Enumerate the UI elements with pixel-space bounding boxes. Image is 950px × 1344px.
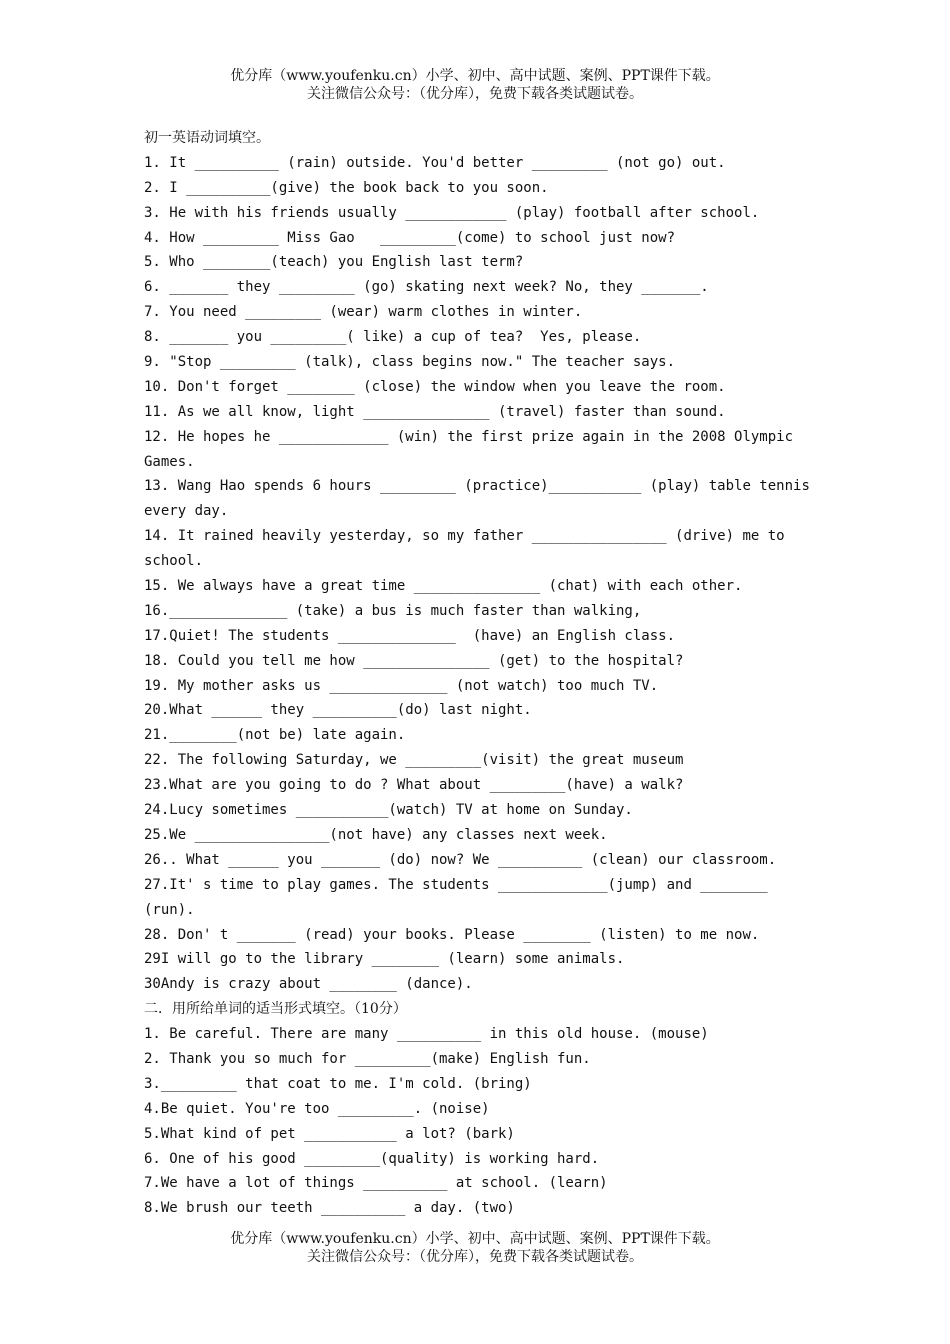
exercise-line: 3._________ that coat to me. I'm cold. (bring) [144,1075,532,1092]
exercise-line: 4.Be quiet. You're too _________. (noise) [144,1100,490,1117]
exercise-line: 25.We ________________(not have) any classes next week. [144,826,608,843]
exercise-line: Games. [144,453,195,470]
exercise-line: 12. He hopes he _____________ (win) the first prize again in the 2008 Olympic [144,428,794,445]
exercise-line: 16.______________ (take) a bus is much faster than walking, [144,602,642,619]
page-footer [0,1230,950,1266]
footer-line-1: 优分库（www.youfenku.cn）小学、初中、高中试题、案例、PPT课件下载。 [230,1231,720,1247]
exercise-line: 23.What are you going to do ? What about _________(have) a walk? [144,777,684,794]
exercise-line: 19. My mother asks us ______________ (not watch) too much TV. [144,677,659,694]
exercise-line: 18. Could you tell me how _______________ (get) to the hospital? [144,652,684,669]
exercise-line: 8. _______ you _________( like) a cup of tea? Yes, please. [144,329,642,346]
exercise-line: 28. Don' t _______ (read) your books. Please ________ (listen) to me now. [144,926,760,943]
exercise-line: 30Andy is crazy about ________ (dance). [144,976,473,993]
exercise-line: 14. It rained heavily yesterday, so my father ________________ (drive) me to [144,528,785,545]
exercise-line: 6. One of his good _________(quality) is working hard. [144,1150,600,1167]
section-2-title: 二．用所给单词的适当形式填空。（10分） [144,1001,407,1018]
page-header [0,67,950,103]
exercise-line: 4. How _________ Miss Gao _________(come) to school just now? [144,229,676,246]
exercise-line: 7.We have a lot of things __________ at school. (learn) [144,1175,608,1192]
exercise-content [144,126,808,1221]
exercise-line: 11. As we all know, light _______________ (travel) faster than sound. [144,403,726,420]
section-1-title: 初一英语动词填空。 [144,130,270,146]
exercise-line: 10. Don't forget ________ (close) the window when you leave the room. [144,378,726,395]
exercise-line: 26.. What ______ you _______ (do) now? We __________ (clean) our classroom. [144,851,777,868]
exercise-line: 5. Who ________(teach) you English last term? [144,254,524,271]
exercise-line: 17.Quiet! The students ______________ (have) an English class. [144,627,676,644]
exercise-line: 6. _______ they _________ (go) skating next week? No, they _______. [144,279,709,296]
exercise-line: 1. It __________ (rain) outside. You'd better _________ (not go) out. [144,154,726,171]
exercise-line: 24.Lucy sometimes ___________(watch) TV at home on Sunday. [144,802,633,819]
exercise-line: 27.It' s time to play games. The students _____________(jump) and ________ [144,876,768,893]
exercise-line: 13. Wang Hao spends 6 hours _________ (practice)___________ (play) table tennis [144,478,810,495]
exercise-line: 7. You need _________ (wear) warm clothes in winter. [144,304,583,321]
exercise-line: 1. Be careful. There are many __________ in this old house. (mouse) [144,1026,709,1043]
exercise-line: 8.We brush our teeth __________ a day. (two) [144,1200,515,1217]
exercise-line: 3. He with his friends usually ____________ (play) football after school. [144,204,760,221]
exercise-line: 9. "Stop _________ (talk), class begins now." The teacher says. [144,354,676,371]
header-line-1: 优分库（www.youfenku.cn）小学、初中、高中试题、案例、PPT课件下载。 [230,68,720,84]
exercise-line: every day. [144,503,229,520]
exercise-line: 2. I __________(give) the book back to you soon. [144,179,549,196]
exercise-line: 5.What kind of pet ___________ a lot? (bark) [144,1125,515,1142]
exercise-line: 20.What ______ they __________(do) last night. [144,702,532,719]
exercise-line: school. [144,553,204,570]
exercise-line: 2. Thank you so much for _________(make) English fun. [144,1050,591,1067]
header-line-2: 关注微信公众号：（优分库），免费下载各类试题试卷。 [307,86,643,102]
exercise-line: 21.________(not be) late again. [144,727,406,744]
exercise-line: 29I will go to the library ________ (learn) some animals. [144,951,625,968]
footer-line-2: 关注微信公众号：（优分库），免费下载各类试题试卷。 [307,1249,643,1265]
exercise-line: (run). [144,901,195,918]
exercise-line: 22. The following Saturday, we _________(visit) the great museum [144,752,684,769]
exercise-line: 15. We always have a great time _______________ (chat) with each other. [144,578,743,595]
